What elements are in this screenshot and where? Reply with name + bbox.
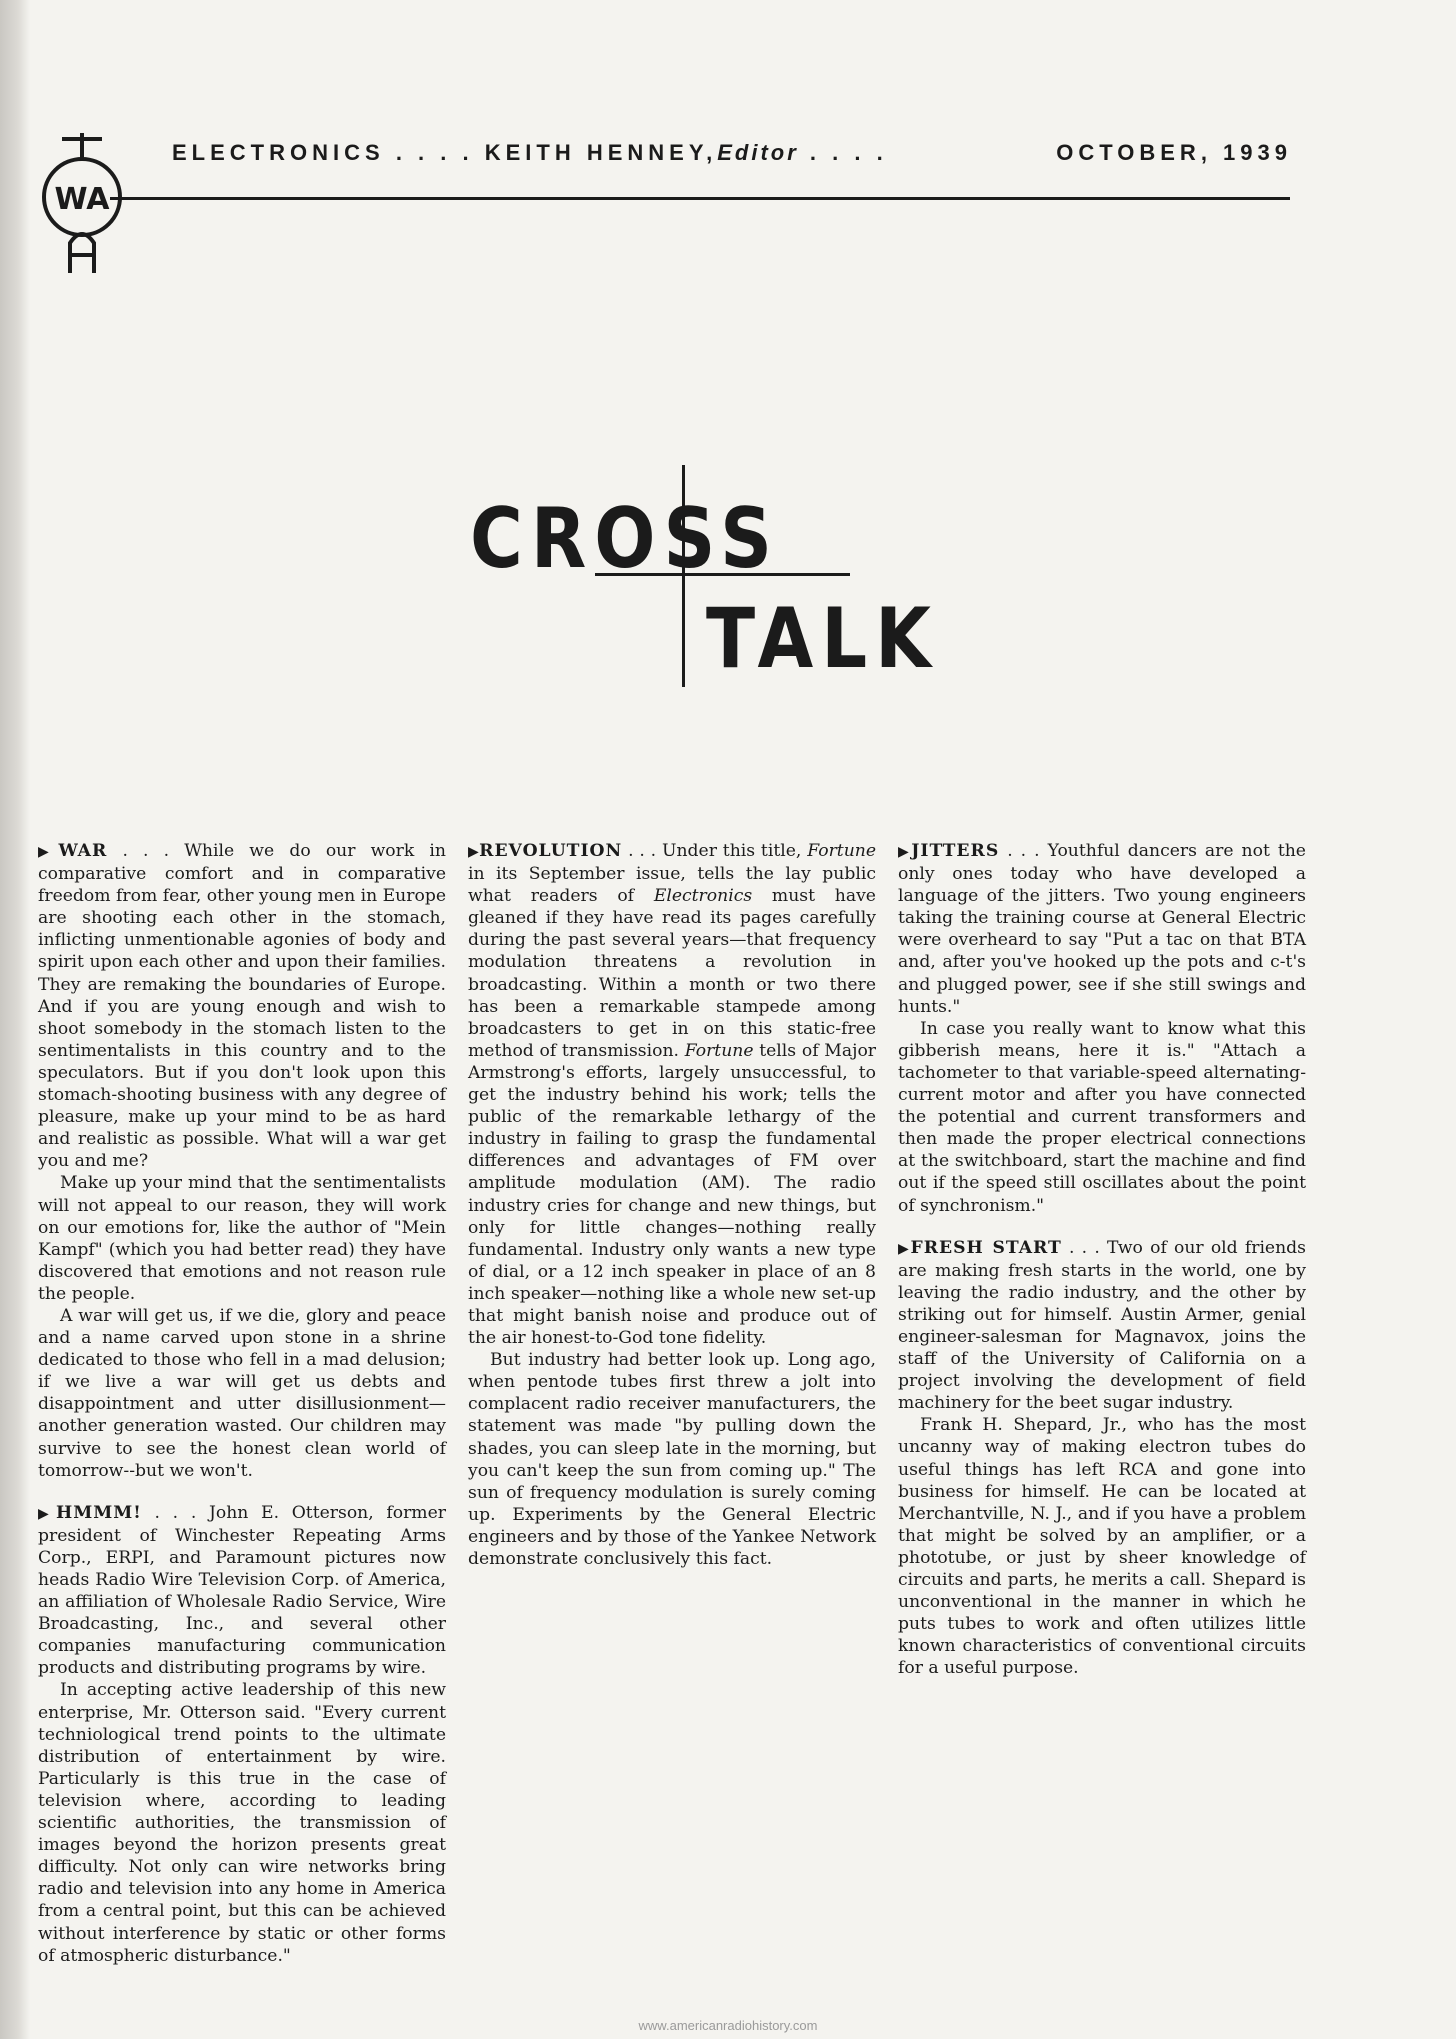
logo-letters: WA	[54, 182, 110, 217]
paragraph: ▶JITTERS . . . Youthful dancers are not the only ones today who have developed a language of the jitters. Two young engineers taking the training course at General Electric were overheard to say "Put a tac on that BTA and, after you've hooked up the pots and c-t's and plugged power, see if she still swings and hunts."	[898, 841, 1306, 1017]
footer-url: www.americanradiohistory.com	[638, 2018, 818, 2033]
paragraph: ▶WAR . . . While we do our work in comparative comfort and in comparative freedom from fear, other young men in Europe are shooting each other in the stomach, inflicting unmentionable agonies of body and spirit upon each other and upon their families. They are remaking the boundaries of Europe. And if you are young enough and wish to shoot somebody in the stomach listen to the sentimentalists in this country and to the speculators. But if you don't look upon this stomach-shooting business with any degree of pleasure, make up your mind to be as hard and realistic as possible. What will a war get you and me?	[38, 841, 446, 1172]
header-rule	[110, 197, 1290, 200]
title-word-cross: CROSS	[470, 490, 780, 587]
paragraph: In accepting active leadership of this new enterprise, Mr. Otterson said. "Every current techniological trend points to the ultimate distribution of entertainment by wire. Particularly is this true in the case of television where, according to leading scientific authorities, the transmission of images beyond the horizon presents great difficulty. Not only can wire networks bring radio and television into any home in America from a central point, but this can be achieved without interference by static or other forms of atmospheric disturbance."	[38, 1680, 446, 1966]
header-separator: . . . .	[809, 140, 888, 165]
editor-title: Editor	[717, 140, 799, 165]
arrow-icon: ▶	[898, 1240, 911, 1257]
paragraph: In case you really want to know what this gibberish means, here it is." "Attach a tachometer to that variable-speed alternating-current motor and after you have connected the potential and current transformers and then made the proper electrical connections at the switchboard, start the machine and find out if the speed still oscillates about the point of synchronism."	[898, 1018, 1306, 1216]
paragraph: ▶FRESH START . . . Two of our old friends are making fresh starts in the world, one by leaving the radio industry, and the other by striking out for himself. Austin Armer, genial engineer-salesman for Magnavox, joins the staff of the University of California on a project involving the development of field machinery for the beet sugar industry.	[898, 1237, 1307, 1414]
magazine-name: ELECTRONICS	[172, 140, 385, 165]
editor-name: KEITH HENNEY,	[484, 140, 718, 165]
section-heading: JITTERS	[911, 841, 1000, 861]
page-header	[172, 140, 1292, 166]
paragraph: A war will get us, if we die, glory and peace and a name carved upon stone in a shrine dedicated to those who fell in a mad delusion; if we live a war will get us debts and disappointment and utter disillusionment—another generation wasted. Our children may survive to see the honest clean world of tomorrow--but we won't.	[38, 1305, 446, 1481]
section-heading: HMMM!	[55, 1502, 142, 1523]
paragraph: But industry had better look up. Long ago, when pentode tubes first threw a jolt into complacent radio receiver manufacturers, the statement was made "by pulling down the shades, you can sleep late in the morning, but you can't keep the sun from coming up." The sun of frequency modulation is surely coming up. Experiments by the General Electric engineers and by those of the Yankee Network demonstrate conclusively this fact.	[468, 1350, 876, 1569]
paragraph: ▶REVOLUTION . . . Under this title, Fortune in its September issue, tells the lay public what readers of Electronics must have gleaned if they have read its pages carefully during the past several years—that frequency modulation threatens a revolution in broadcasting. Within a month or two there has been a remarkable stampede among broadcasters to get in on this static-free method of transmission. Fortune tells of Major Armstrong's efforts, largely unsuccessful, to get the industry behind his work; tells the public of the remarkable lethargy of the industry in failing to grasp the fundamental differences and advantages of FM over amplitude modulation (AM). The radio industry cries for change and new things, but only for little changes—nothing really fundamental. Industry only wants a new type of dial, or a 12 inch speaker in place of an 8 inch speaker—nothing like a whole new set-up that might banish noise and produce out of the air honest-to-God tone fidelity.	[468, 841, 877, 1349]
arrow-icon: ▶	[898, 844, 912, 860]
publisher-logo	[30, 125, 130, 275]
title-word-talk: TALK	[706, 590, 939, 687]
paragraph: Frank H. Shepard, Jr., who has the most uncanny way of making electron tubes do useful things has left RCA and gone into business for himself. He can be located at Merchantville, N. J., and if you have a problem that might be solved by an amplifier, or a phototube, or just by sheer knowledge of circuits and parts, he merits a call. Shepard is unconventional in the manner in which he puts tubes to work and often utilizes little known characteristics of conventional circuits for a useful purpose.	[898, 1415, 1306, 1679]
text-column-3	[898, 840, 1306, 1679]
header-separator: . . . .	[395, 140, 474, 165]
text-column-1	[38, 840, 446, 1967]
issue-date: OCTOBER, 1939	[1056, 140, 1292, 165]
section-heading: FRESH START	[910, 1237, 1062, 1258]
arrow-icon: ▶	[38, 844, 59, 860]
arrow-icon: ▶	[38, 1505, 56, 1522]
text-column-2	[468, 840, 876, 1570]
arrow-icon: ▶	[468, 844, 480, 860]
paragraph: ▶HMMM! . . . John E. Otterson, former president of Winchester Repeating Arms Corp., ERPI, and Paramount pictures now heads Radio Wire Television Corp. of America, an affiliation of Wholesale Radio Service, Wire Broadcasting, Inc., and several other companies manufacturing communication products and distributing programs by wire.	[38, 1502, 446, 1679]
section-heading: WAR	[58, 841, 108, 861]
paragraph: Make up your mind that the sentimentalists will not appeal to our reason, they will work on our emotions for, like the author of "Mein Kampf" (which you had better read) they have discovered that emotions and not reason rule the people.	[38, 1173, 446, 1304]
page-binding-shadow	[0, 0, 30, 2039]
section-heading: REVOLUTION	[479, 841, 623, 861]
